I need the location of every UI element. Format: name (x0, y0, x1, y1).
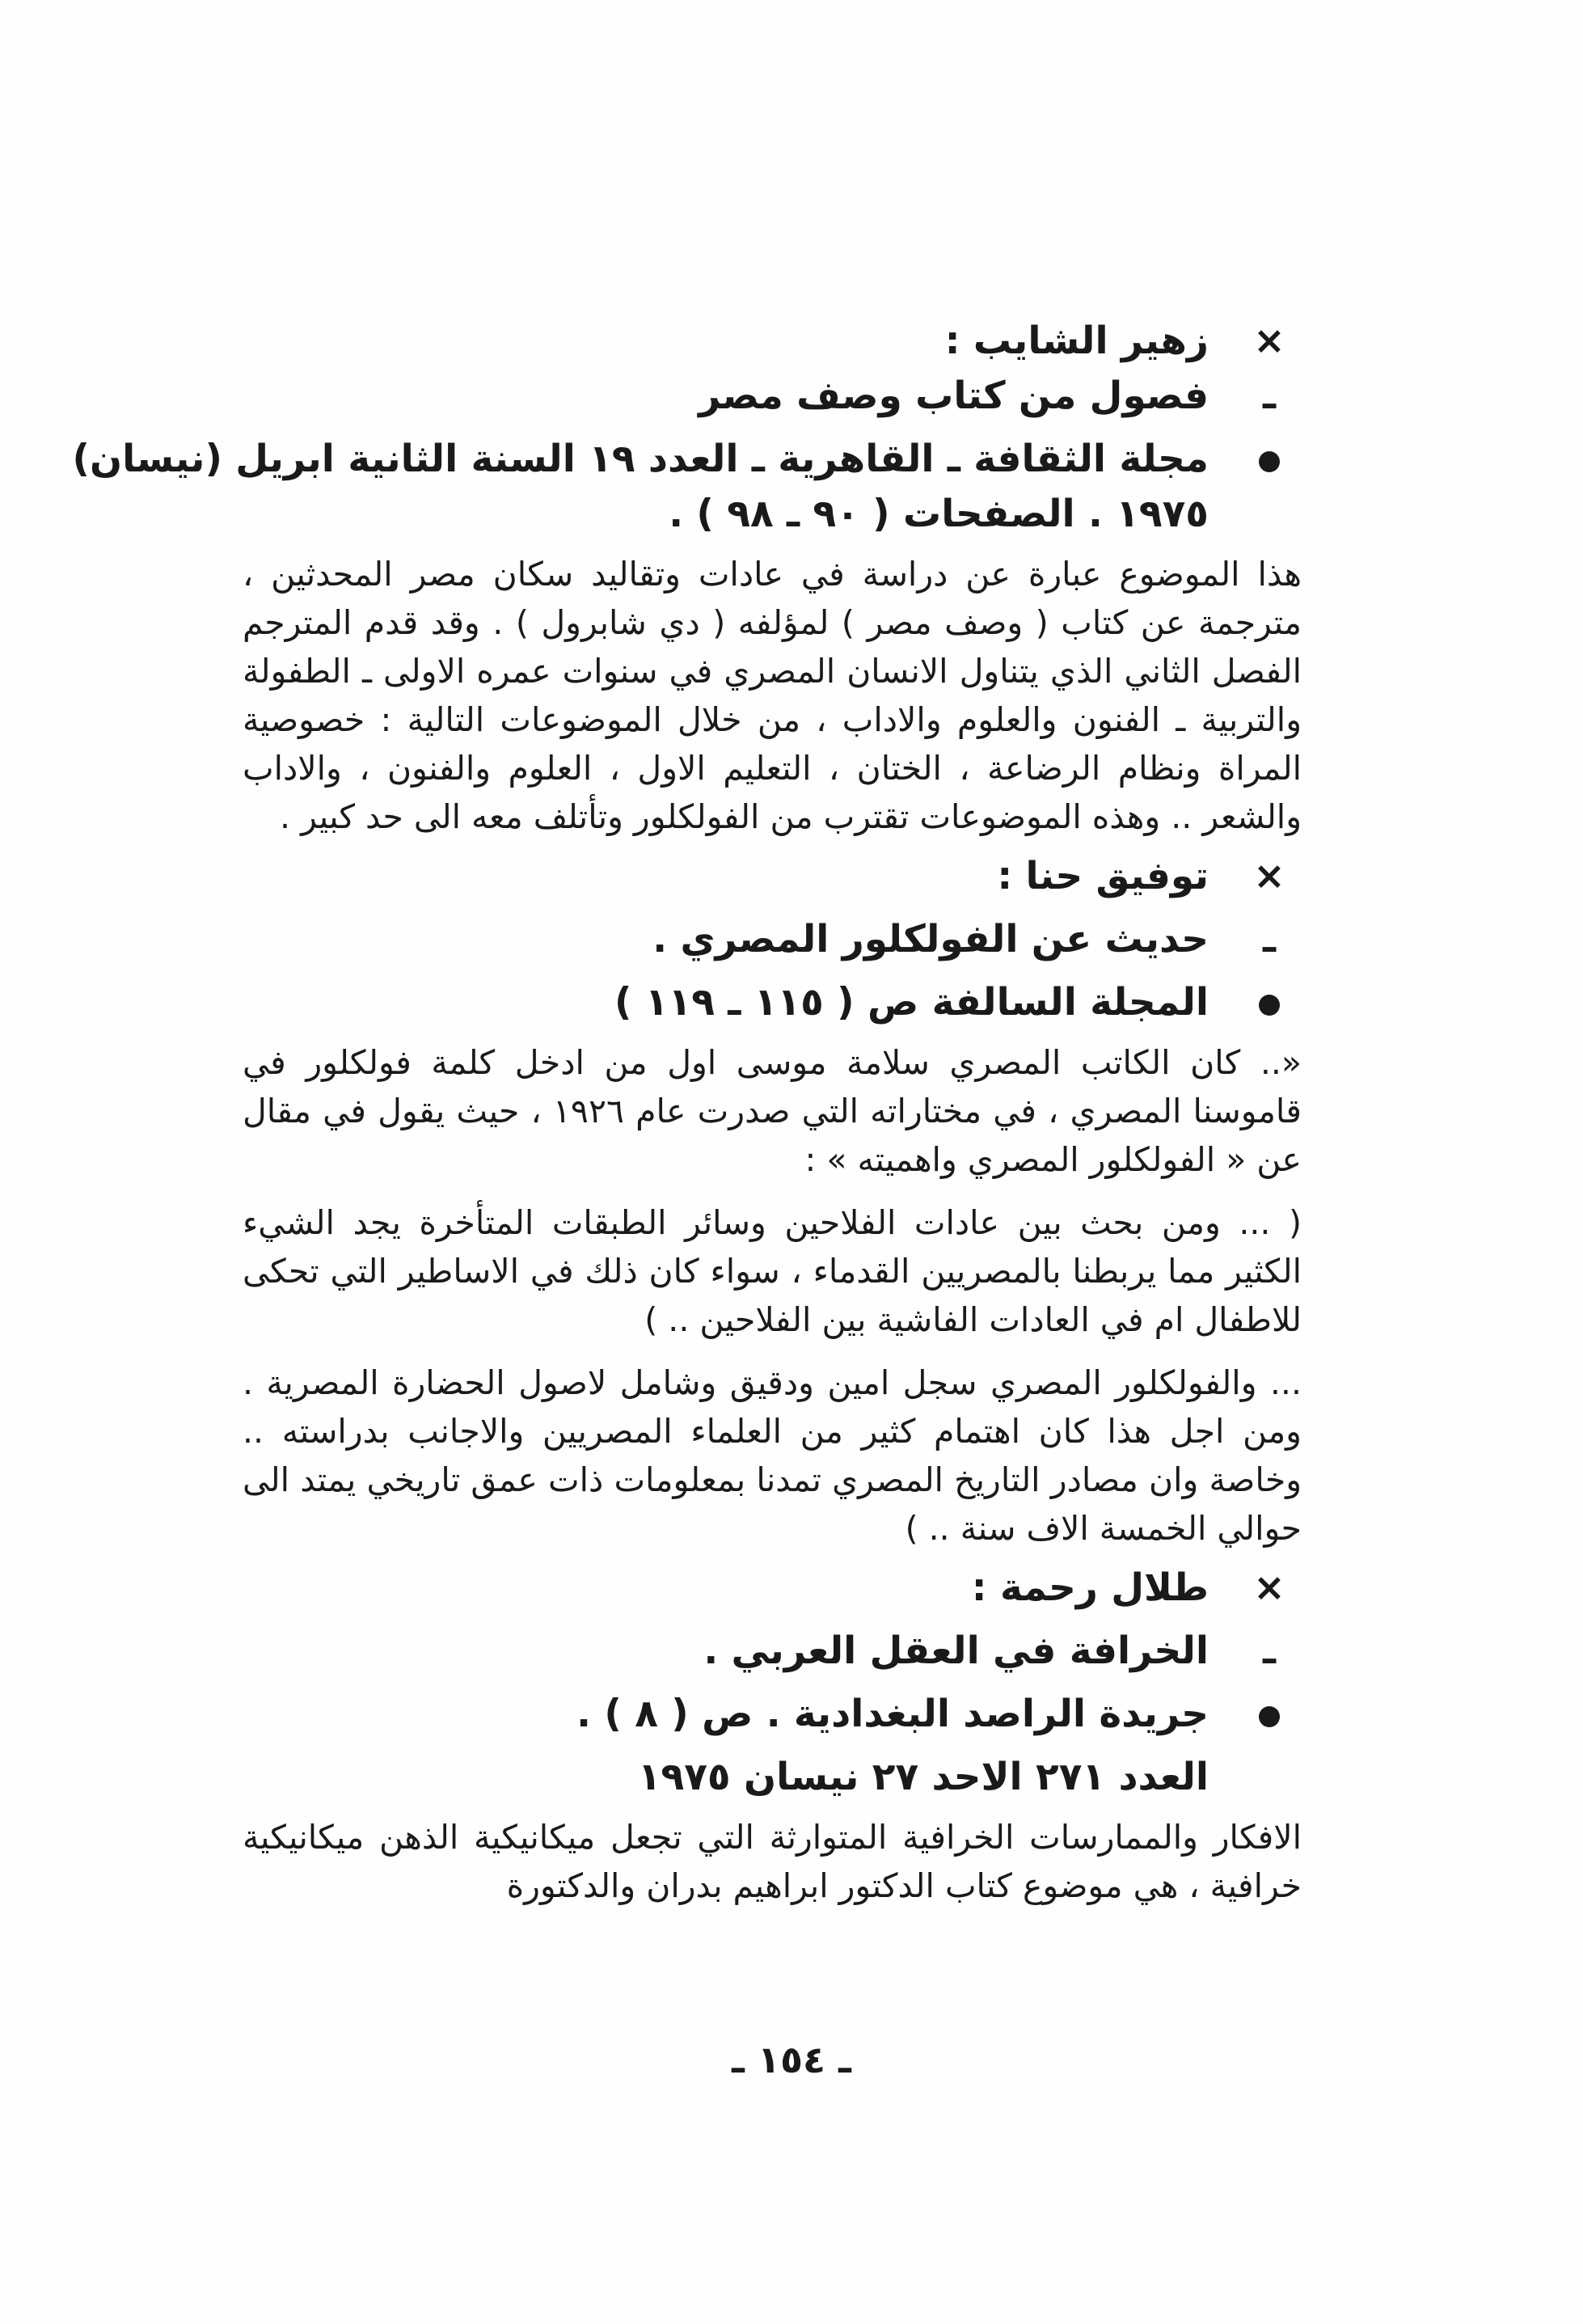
author-line (243, 314, 1302, 369)
body-paragraph: ... والفولكلور المصري سجل امين ودقيق وشامل لاصول الحضارة المصرية . ومن اجل هذا كان اهتمام كثير من العلماء المصريين والاجانب بدراسته .. وخاصة وان مصادر التاريخ المصري تمدنا بمعلومات ذات عمق تاريخي يمتد الى حوالي الخمسة الاف سنة .. ) (243, 1363, 1302, 1548)
dash-marker-icon: ـ (1262, 917, 1277, 961)
cross-marker-icon: × (1253, 854, 1285, 898)
source-line (72, 432, 1302, 487)
entry-body (243, 550, 1302, 841)
source-text: مجلة الثقافة ـ القاهرية ـ العدد ١٩ السنة الثانية ابريل (نيسان) (72, 437, 1209, 481)
title-line (243, 369, 1302, 424)
bibliography-entry (72, 314, 1302, 841)
page-number: ـ ١٥٤ ـ (732, 2038, 851, 2081)
source-text: جريدة الراصد البغدادية . ص ( ٨ ) . (576, 1692, 1209, 1736)
entry-body (243, 1038, 1302, 1553)
page-content (72, 314, 1302, 1910)
title-line (243, 1624, 1302, 1679)
bullet-icon (1245, 1687, 1294, 1742)
title-line (243, 912, 1302, 967)
cross-marker-icon: × (1253, 319, 1285, 363)
dash-marker-icon: ـ (1262, 374, 1277, 418)
article-title: الخرافة في العقل العربي . (703, 1629, 1209, 1673)
source-line (243, 1687, 1302, 1742)
bibliography-entry (243, 1561, 1302, 1910)
body-paragraph: الافكار والممارسات الخرافية المتوارثة التي تجعل ميكانيكية الذهن ميكانيكية خرافية ، هي موضوع كتاب الدكتور ابراهيم بدران والدكتورة (243, 1818, 1302, 1905)
article-title: فصول من كتاب وصف مصر (699, 374, 1209, 418)
body-paragraph: هذا الموضوع عبارة عن دراسة في عادات وتقاليد سكان مصر المحدثين ، مترجمة عن كتاب ( وصف مصر ) لمؤلفه ( دي شابرول ) . وقد قدم المترجم الفصل الثاني الذي يتناول الانسان المصري في سنوات عمره الاولى ـ الطفولة والتربية ـ الفنون والعلوم والاداب ، من خلال الموضوعات التالية : خصوصية المراة ونظام الرضاعة ، الختان ، التعليم الاول ، العلوم والفنون ، والاداب والشعر .. وهذه الموضوعات تقترب من الفولكلور وتأتلف معه الى حد كبير . (243, 555, 1302, 836)
author-line (243, 849, 1302, 904)
source-text: المجلة السالفة ص ( ١١٥ ـ ١١٩ ) (614, 980, 1209, 1025)
author-name: طلال رحمة : (971, 1566, 1209, 1610)
article-title: حديث عن الفولكلور المصري . (652, 917, 1209, 961)
body-paragraph: «.. كان الكاتب المصري سلامة موسى اول من ادخل كلمة فولكلور في قاموسنا المصري ، في مختاراته التي صدرت عام ١٩٢٦ ، حيث يقول في مقال عن « الفولكلور المصري واهميته » : (243, 1043, 1302, 1179)
bullet-icon (1245, 975, 1294, 1030)
bibliography-entry (243, 849, 1302, 1553)
dash-marker-icon: ـ (1262, 1629, 1277, 1673)
cross-marker-icon: × (1253, 1566, 1285, 1610)
source-text-continued: ١٩٧٥ . الصفحات ( ٩٠ ـ ٩٨ ) . (669, 492, 1209, 536)
issue-text: العدد ٢٧١ الاحد ٢٧ نيسان ١٩٧٥ (637, 1755, 1209, 1799)
author-name: توفيق حنا : (997, 854, 1209, 898)
quoted-paragraph: ( ... ومن بحث بين عادات الفلاحين وسائر الطبقات المتأخرة يجد الشيء الكثير مما يربطنا بالمصريين القدماء ، سواء كان ذلك في الاساطير التي تحكى للاطفال ام في العادات الفاشية بين الفلاحين .. ) (243, 1203, 1302, 1339)
author-line (243, 1561, 1302, 1616)
author-name: زهير الشايب : (944, 319, 1209, 363)
issue-line (243, 1750, 1302, 1805)
source-line-continued (243, 487, 1302, 542)
bullet-icon (1245, 432, 1294, 487)
source-line (243, 975, 1302, 1030)
entry-body (243, 1813, 1302, 1910)
